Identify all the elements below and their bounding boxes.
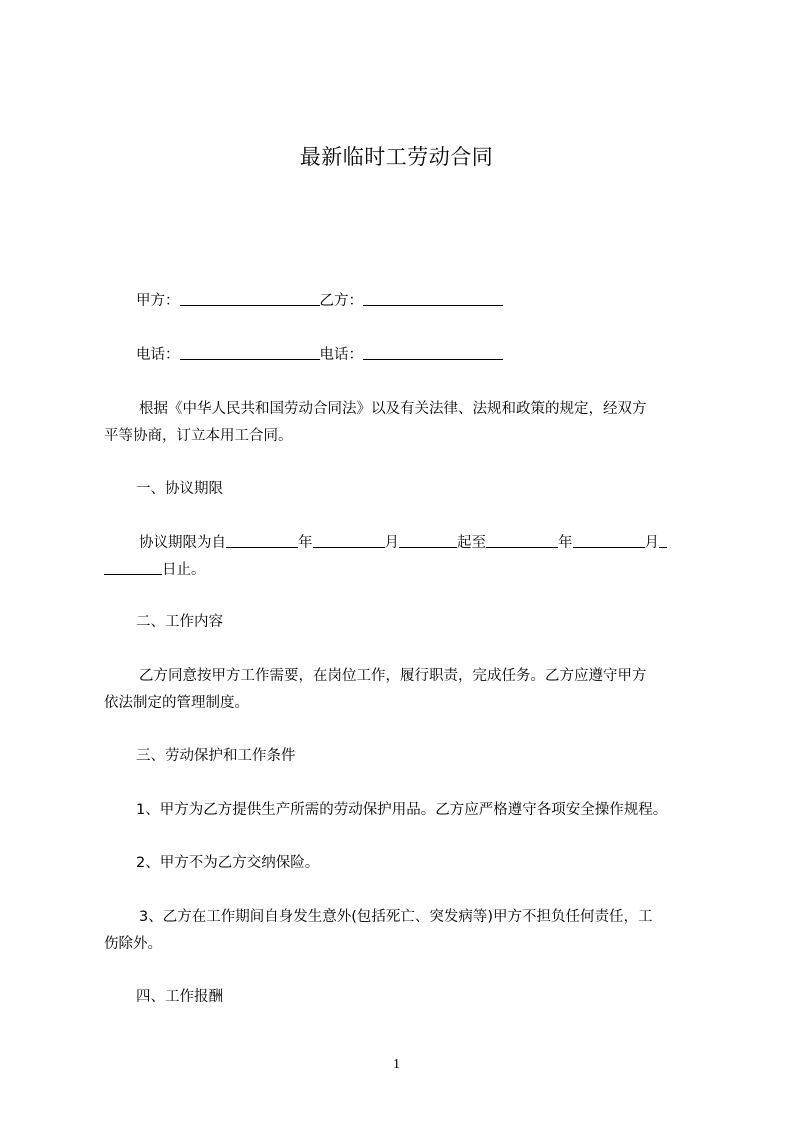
start-month-label: 月 bbox=[384, 535, 399, 551]
intro-line-2: 平等协商，订立本用工合同。 bbox=[104, 428, 293, 444]
document-title: 最新临时工劳动合同 bbox=[299, 145, 494, 169]
protection-item-3-line-2: 伤除外。 bbox=[104, 936, 162, 952]
phone-a-blank bbox=[180, 345, 320, 360]
term-line bbox=[139, 533, 667, 553]
section-4-heading: 四、工作报酬 bbox=[136, 989, 223, 1005]
end-month-blank bbox=[573, 533, 645, 548]
party-b-label: 乙方： bbox=[319, 293, 363, 309]
party-a-label: 甲方： bbox=[136, 293, 180, 309]
work-content-line-1: 乙方同意按甲方工作需要，在岗位工作，履行职责，完成任务。乙方应遵守甲方 bbox=[139, 668, 647, 684]
end-day-blank bbox=[104, 560, 162, 575]
term-line-2 bbox=[104, 560, 206, 580]
end-month-label: 月 bbox=[644, 535, 659, 551]
start-month-blank bbox=[313, 533, 385, 548]
start-year-label: 年 bbox=[298, 535, 313, 551]
protection-item-2: 2、甲方不为乙方交纳保险。 bbox=[136, 855, 320, 871]
end-day-label: 日止。 bbox=[162, 562, 206, 578]
section-1-heading: 一、协议期限 bbox=[136, 481, 223, 497]
start-day-blank bbox=[399, 533, 457, 548]
start-year-blank bbox=[226, 533, 298, 548]
work-content-line-2: 依法制定的管理制度。 bbox=[104, 695, 249, 711]
protection-item-1: 1、甲方为乙方提供生产所需的劳动保护用品。乙方应严格遵守各项安全操作规程。 bbox=[136, 802, 668, 818]
phone-b-blank bbox=[363, 345, 503, 360]
section-2-heading: 二、工作内容 bbox=[136, 614, 223, 630]
party-b-blank bbox=[363, 291, 503, 306]
party-a-blank bbox=[180, 291, 320, 306]
intro-line-1: 根据《中华人民共和国劳动合同法》以及有关法律、法规和政策的规定，经双方 bbox=[139, 401, 647, 417]
end-day-blank-start bbox=[659, 533, 667, 548]
end-year-label: 年 bbox=[558, 535, 573, 551]
phone-b-label: 电话： bbox=[319, 347, 363, 363]
end-year-blank bbox=[486, 533, 558, 548]
section-3-heading: 三、劳动保护和工作条件 bbox=[136, 748, 296, 764]
phone-a-label: 电话： bbox=[136, 347, 180, 363]
party-row bbox=[136, 291, 503, 311]
phone-row bbox=[136, 345, 503, 365]
term-prefix: 协议期限为自 bbox=[139, 535, 226, 551]
protection-item-3-line-1: 3、乙方在工作期间自身发生意外(包括死亡、突发病等)甲方不担负任何责任，工 bbox=[139, 909, 653, 925]
start-to-label: 起至 bbox=[457, 535, 486, 551]
page-number: 1 bbox=[393, 1057, 400, 1072]
